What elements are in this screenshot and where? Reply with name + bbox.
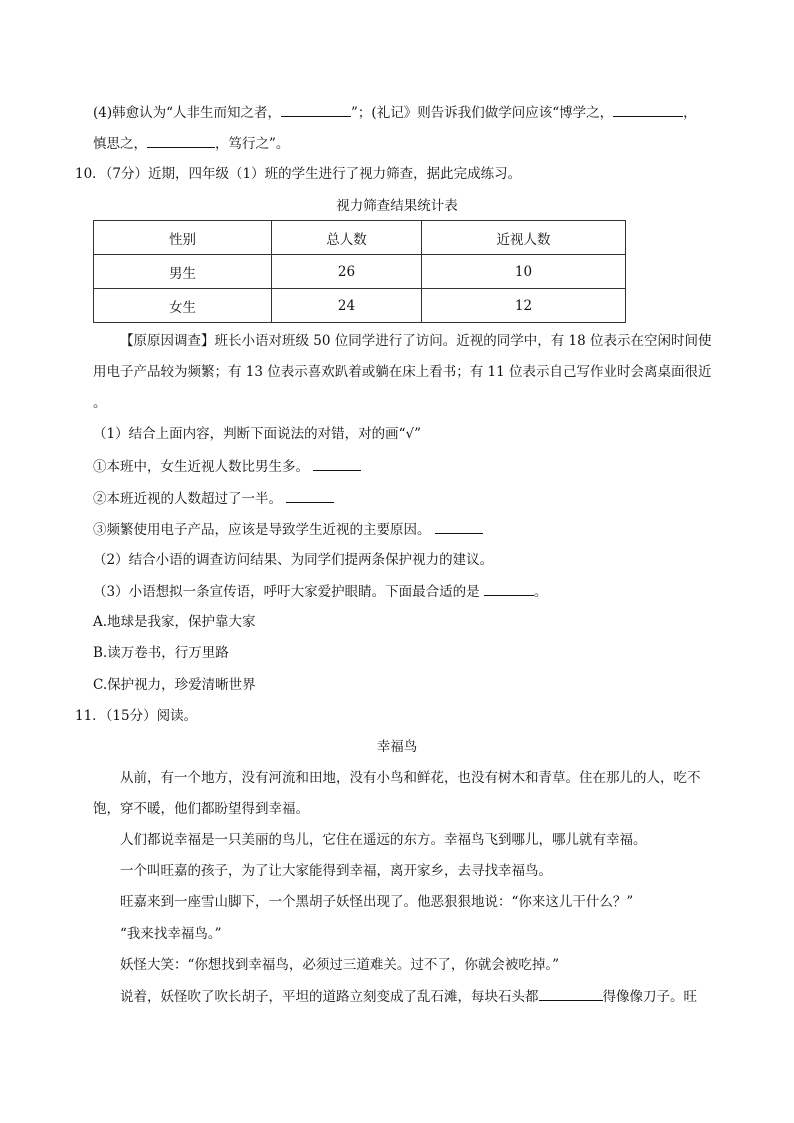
option-a: A.地球是我家，保护靠大家 [93, 614, 256, 630]
passage-line: 旺嘉来到一座雪山脚下，一个黑胡子妖怪出现了。他恶狠狠地说：“你来这儿干什么？” [120, 894, 634, 910]
passage-line: 饱，穿不暖，他们都盼望得到幸福。 [93, 801, 309, 817]
judge-item-1-text: ①本班中，女生近视人数比男生多。 [93, 459, 309, 475]
passage-text: 说着，妖怪吹了吹长胡子，平坦的道路立刻变成了乱石滩，每块石头都 [120, 989, 539, 1005]
table-header-cell: 近视人数 [422, 221, 626, 255]
survey-line-1: 【原原因调查】班长小语对班级 50 位同学进行了访问。近视的同学中，有 18 位表示在空闲时间使 [120, 333, 712, 349]
survey-line-3: 。 [93, 395, 107, 411]
table-cell: 10 [422, 255, 626, 289]
passage-line: 妖怪大笑：“你想找到幸福鸟，必须过三道难关。过不了，你就会被吃掉。” [120, 957, 560, 973]
answer-blank[interactable] [281, 102, 351, 117]
sub-question-3 [93, 581, 547, 602]
table-row [94, 289, 626, 323]
answer-blank[interactable] [147, 133, 215, 148]
judge-item-2-text: ②本班近视的人数超过了一半。 [93, 491, 282, 507]
answer-blank[interactable] [484, 581, 534, 596]
answer-blank[interactable] [313, 456, 361, 471]
passage-title: 幸福鸟 [376, 739, 418, 755]
passage-line: 一个叫旺嘉的孩子，为了让大家能得到幸福，离开家乡，去寻找幸福鸟。 [120, 863, 552, 879]
q9-text-a: (4)韩愈认为“人非生而知之者， [93, 105, 282, 121]
sub-question-2: （2）结合小语的调查访问结果、为同学们提两条保护视力的建议。 [93, 552, 494, 568]
option-b: B.读万卷书，行万里路 [93, 645, 229, 661]
table-cell: 24 [272, 289, 422, 323]
sub-question-3-text: （3）小语想拟一条宣传语，呼吁大家爱护眼睛。下面最合适的是 [93, 584, 480, 600]
table-cell: 男生 [94, 255, 272, 289]
judge-item-3-text: ③频繁使用电子产品，应该是导致学生近视的主要原因。 [93, 522, 431, 538]
judge-item-1 [93, 456, 361, 477]
survey-line-2: 用电子产品较为频繁；有 13 位表示喜欢趴着或躺在床上看书；有 11 位表示自己写作业时会离桌面很近 [93, 364, 712, 380]
answer-blank[interactable] [613, 102, 683, 117]
q9-text-c: ， [683, 105, 697, 121]
q9-text-e: ，笃行之”。 [215, 136, 290, 152]
q10-header: 10．（7分）近期，四年级（1）班的学生进行了视力筛查，据此完成练习。 [75, 166, 522, 182]
answer-blank[interactable] [435, 519, 483, 534]
table-cell: 26 [272, 255, 422, 289]
table-header-cell: 总人数 [272, 221, 422, 255]
passage-line: 从前，有一个地方，没有河流和田地，没有小鸟和鲜花，也没有树木和青草。住在那儿的人，吃不 [120, 770, 701, 786]
passage-line: “我来找幸福鸟。” [120, 926, 222, 942]
q9-text-d: 慎思之， [93, 136, 147, 152]
table-title: 视力筛查结果统计表 [336, 198, 458, 214]
passage-text: 得像像刀子。旺 [602, 989, 697, 1005]
option-c: C.保护视力，珍爱清晰世界 [93, 677, 256, 693]
q9-part4-line2 [93, 133, 289, 154]
table-cell: 女生 [94, 289, 272, 323]
sub-question-3-end: 。 [533, 584, 548, 600]
answer-blank[interactable] [286, 488, 334, 503]
table-cell: 12 [422, 289, 626, 323]
table-header-row [94, 221, 626, 255]
answer-blank[interactable] [539, 986, 603, 1001]
sub-question-1: （1）结合上面内容，判断下面说法的对错，对的画“√” [93, 426, 421, 442]
vision-stats-table [93, 220, 626, 323]
judge-item-3 [93, 519, 483, 540]
table-header-cell: 性别 [94, 221, 272, 255]
table-row [94, 255, 626, 289]
q11-header: 11．（15分）阅读。 [75, 708, 198, 724]
q9-part4-line1 [93, 102, 697, 123]
passage-line [120, 986, 697, 1007]
judge-item-2 [93, 488, 334, 509]
passage-line: 人们都说幸福是一只美丽的鸟儿，它住在遥远的东方。幸福鸟飞到哪儿，哪儿就有幸福。 [120, 832, 647, 848]
q9-text-b: ”；(礼记》则告诉我们做学问应该“博学之， [351, 105, 614, 121]
